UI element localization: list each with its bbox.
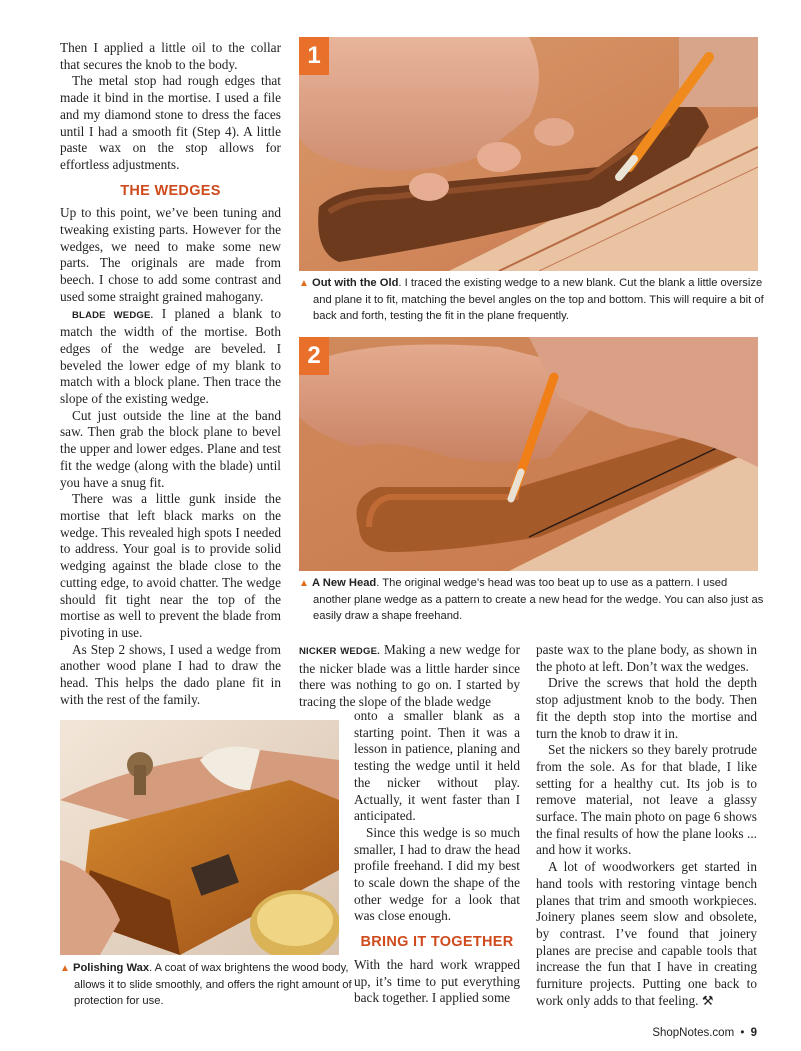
paragraph: Cut just outside the line at the band saw. Then grab the block plane to bevel the upper and lower edges. Plane and test fit the wedge (along with the blade) until you have a snug fit. [60,407,281,490]
footer-site: ShopNotes.com [652,1027,735,1039]
left-column [60,40,281,708]
end-mark-icon: ⚒ [701,993,714,1009]
photo-caption-1: ▲ Out with the Old. I traced the existing wedge to a new blank. Cut the blank a little oversize and plane it to fit, matching the bevel angles on the top and bottom. This will require a bit of back and forth, testing the fit in the plane frequently. [299,277,764,323]
page-footer [652,1027,757,1039]
step-number-badge: 1 [299,37,329,75]
paragraph: Set the nickers so they barely protrude from the sole. As for that blade, I like setting for a healthy cut. Its job is to remove material, not leave a glassy surface. The main photo on page 6 shows the final results of how the plane looks ... and how it works. [536,742,757,858]
page-number: 9 [750,1027,757,1039]
photo-wedge-tracing-image [299,37,758,271]
photo-step-1 [299,37,758,271]
caption-title: Out with the Old [312,277,399,289]
photo-polishing-wax [60,720,339,955]
right-column [536,642,757,1010]
paragraph: NICKER WEDGE. Making a new wedge for the nicker blade was a little harder since there was nothing to go on. I started by tracing the slope of the blade wedge [299,642,521,710]
runin-heading: NICKER WEDGE. [299,646,380,657]
triangle-bullet-icon: ▲ [60,963,70,974]
paragraph: Then I applied a little oil to the collar that secures the knob to the body. [60,40,281,72]
paragraph: The metal stop had rough edges that made it bind in the mortise. I used a file and my diamond stone to dress the faces until I had a smooth fit (Step 4). A little paste wax on the stop allows for effortless adjustments. [60,73,281,172]
paragraph: A lot of woodworkers get started in hand tools with restoring vintage bench planes that trim and smooth workpieces. Joinery planes seem slow and obsolete, by contrast. I’ve found that joinery planes are precise and capable tools that increase the fun that I have in creating furniture projects. Putting one back to work only adds to that feeling. ⚒ [536,859,757,1009]
photo-caption-2: ▲ A New Head. The original wedge’s head was too beat up to use as a pattern. I used another plane wedge as a pattern to create a new head for the wedge. You can also just as easily draw a shape freehand. [299,577,764,623]
photo-caption-3: ▲ Polishing Wax. A coat of wax brightens the wood body, allows it to slide smoothly, and offers the right amount of protection for use. [60,962,352,1008]
section-heading-bring-it-together: BRING IT TOGETHER [360,934,514,951]
triangle-bullet-icon: ▲ [299,278,309,289]
paragraph: Up to this point, we’ve been tuning and tweaking existing parts. However for the wedges, we need to make some new parts. The originals are made from beech. I chose to add some contrast and used some straight grained mahogany. [60,205,281,304]
step-number-badge: 2 [299,337,329,375]
section-heading-wedges: THE WEDGES [120,182,221,199]
paragraph: BLADE WEDGE. I planed a blank to match the width of the mortise. Both edges of the wedge are beveled. I beveled the lower edge of my blank to match with a block plane. Then trace the slope of the existing wedge. [60,305,282,407]
paragraph: onto a smaller blank as a starting point. Then it was a lesson in patience, planing and testing the wedge until it held the nicker without play. Actually, it went faster than I anticipated. [354,708,520,824]
paragraph: There was a little gunk inside the mortise that left black marks on the wedge. This revealed high spots I needed to address. Your goal is to provide solid wedging against the blade close to the cutting edge, to avoid chatter. The wedge should fit tight near the top of the mortise as well to prevent the blade from pivoting in use. [60,491,281,640]
photo-polishing-wax-image [60,720,339,955]
caption-title: A New Head [312,577,377,589]
runin-heading: BLADE WEDGE. [72,309,154,321]
footer-bullet: • [740,1027,745,1039]
paragraph: Since this wedge is so much smaller, I had to draw the head profile freehand. I did my best to scale down the shape of the other wedge for a look that was close enough. [354,824,520,924]
paragraph: paste wax to the plane body, as shown in the photo at left. Don’t wax the wedges. [536,642,757,674]
paragraph: With the hard work wrapped up, it’s time to put everything back together. I applied some [354,956,520,1006]
photo-new-head-image [299,337,758,571]
middle-column-top [299,642,520,711]
middle-column [354,708,520,1007]
triangle-bullet-icon: ▲ [299,578,309,589]
caption-title: Polishing Wax [73,962,150,974]
paragraph: Drive the screws that hold the depth stop adjustment knob to the body. Then fit the depth stop into the mortise and turn the knob to draw it in. [536,675,757,741]
paragraph: As Step 2 shows, I used a wedge from another wood plane I had to draw the head. This helps the dado plane fit in with the rest of the family. [60,641,281,707]
photo-step-2 [299,337,758,571]
